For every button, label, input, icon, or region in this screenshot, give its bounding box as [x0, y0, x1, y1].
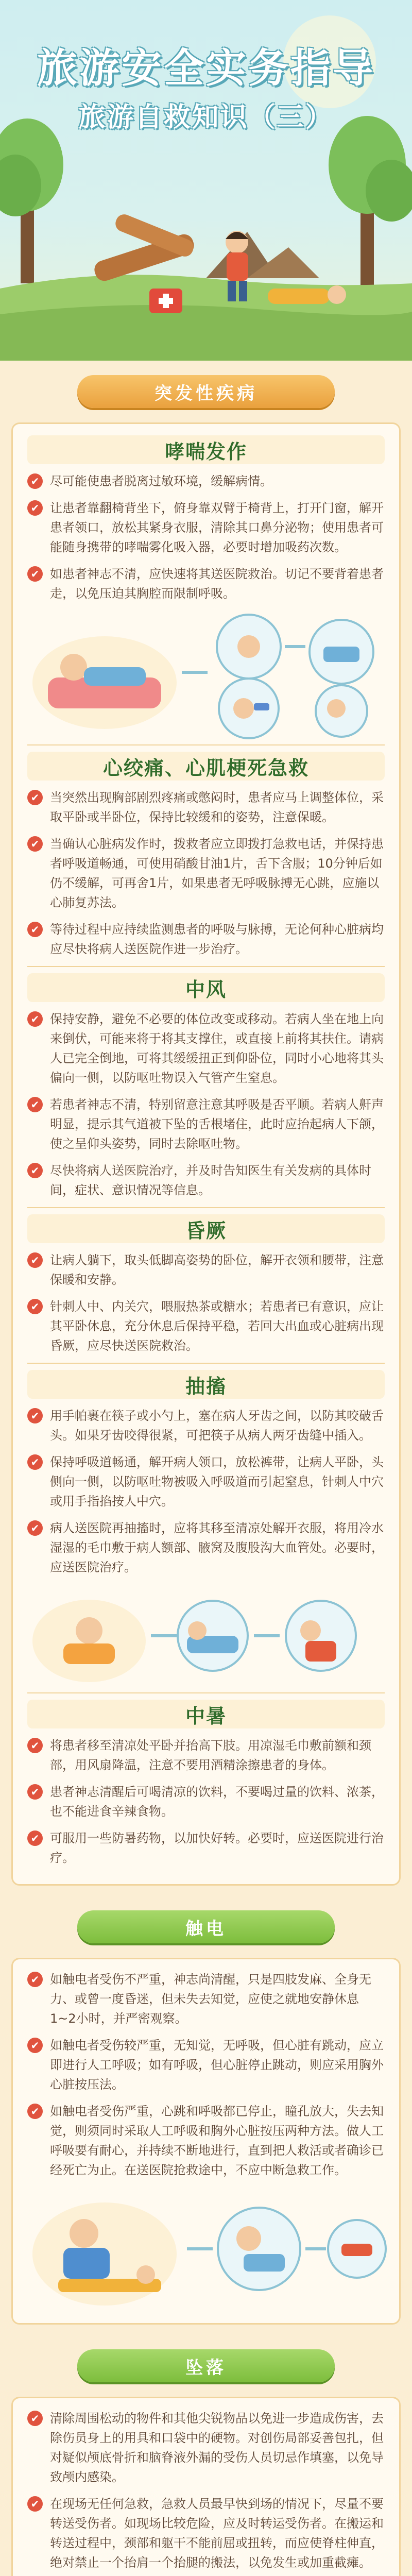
list-item-text: 当确认心脏病发作时，拨救者应立即拨打急救电话，并保持患者呼吸道畅通，可使用硝酸甘油1片，舌下含服；10分钟后如仍不缓解，可再舍1片，如果患者无呼吸脉搏无心跳，应施以心肺复苏法。	[50, 837, 384, 910]
list-item-text: 用手帕裹在筷子或小勺上，塞在病人牙齿之间，以防其咬破舌头。如果牙齿咬得很紧，可把筷子从病人两牙齿缝中插入。	[50, 1409, 384, 1443]
list-item	[27, 1828, 385, 1868]
card-acute	[11, 422, 401, 1886]
check-icon: ✔	[27, 2411, 43, 2426]
subsection-coma-header	[27, 1214, 385, 1243]
tree-icon	[0, 118, 63, 283]
list-item	[27, 471, 385, 491]
subsection-asthma-header	[27, 435, 385, 464]
section-banner-electric	[0, 1896, 412, 1958]
list-item	[27, 1452, 385, 1511]
divider	[27, 1692, 385, 1693]
check-icon: ✔	[27, 2038, 43, 2053]
card-fall	[11, 2397, 401, 2576]
list-item	[27, 1250, 385, 1290]
heatstroke-scene-icon	[27, 1584, 388, 1687]
list-item-text: 等待过程中应持续监测患者的呼吸与脉搏，无论何种心脏病均应尽快将病人送医院作进一步治疗。	[50, 922, 384, 956]
check-icon: ✔	[27, 1784, 43, 1800]
check-icon: ✔	[27, 790, 43, 805]
header-banner	[0, 0, 412, 361]
list-item	[27, 788, 385, 827]
list-item-text: 当突然出现胸部剧烈疼痛或憋闷时，患者应马上调整体位，采取平卧或半卧位，保持比较缓和的姿势，注意保暖。	[50, 790, 384, 824]
check-icon: ✔	[27, 1252, 43, 1268]
list-item	[27, 920, 385, 959]
page-subtitle: 旅游自救知识（三）	[78, 102, 334, 133]
list-item-text: 针刺人中、内关穴，喂服热茶或糖水；若患者已有意识，应让其平卧休息，充分休息后保持平稳，若回大出血或心脏病出现昏厥，应尽快送医院救治。	[50, 1299, 384, 1353]
list-item-text: 保持呼吸道畅通，解开病人领口，放松裤带，让病人平卧，头侧向一侧，以防呕吐物被吸入呼吸道而引起窒息，针刺人中穴或用手指掐按人中穴。	[50, 1455, 384, 1509]
list-item	[27, 2036, 385, 2094]
list-item	[27, 1406, 385, 1445]
subsection-title: 中风	[185, 978, 227, 1001]
list-item	[27, 1297, 385, 1355]
check-icon: ✔	[27, 473, 43, 489]
check-icon: ✔	[27, 1972, 43, 1987]
subsection-title: 哮喘发作	[164, 440, 247, 463]
subsection-title: 心绞痛、心肌梗死急救	[102, 756, 309, 779]
divider	[27, 1207, 385, 1208]
section-banner-fall	[0, 2335, 412, 2397]
electric-illustration	[27, 2187, 385, 2311]
list-item-text: 尽快将病人送医院治疗，并及时告知医生有关发病的具体时间，症状、意识情况等信息。	[50, 1163, 371, 1197]
card-electric	[11, 1958, 401, 2325]
list-item-text: 可服用一些防暑药物，以加快好转。必要时，应送医院进行治疗。	[50, 1831, 384, 1865]
subsection-title: 中暑	[185, 1704, 227, 1727]
list-item-text: 如触电者受伤不严重，神志尚清醒，只是四肢发麻、全身无力、或曾一度昏迷，但未失去知觉，应使之就地安静休息1~2小时，并严密观察。	[50, 1972, 371, 2026]
cpr-scene-icon	[27, 2187, 388, 2311]
list-item	[27, 2102, 385, 2180]
list-item	[27, 1970, 385, 2028]
divider	[27, 1363, 385, 1364]
check-icon: ✔	[27, 922, 43, 937]
check-icon: ✔	[27, 500, 43, 516]
asthma-scene-icon	[27, 611, 388, 739]
list-item	[27, 564, 385, 603]
check-icon: ✔	[27, 1831, 43, 1846]
section-title: 突发性疾病	[77, 375, 335, 408]
subsection-heat-header	[27, 1700, 385, 1728]
check-icon: ✔	[27, 1520, 43, 1536]
list-item-text: 如触电者受伤严重，心跳和呼吸都已停止，瞳孔放大，失去知觉，则须同时采取人工呼吸和胸外心脏按压两种方法。做人工呼吸要有耐心，并持续不断地进行，直到把人救活或者确诊已经死亡为止。在送医院抢救途中，不应中断急救工作。	[50, 2104, 384, 2177]
check-icon: ✔	[27, 1408, 43, 1423]
list-item	[27, 1009, 385, 1088]
check-icon: ✔	[27, 1011, 43, 1027]
list-item	[27, 1518, 385, 1577]
list-item-text: 尽可能使患者脱离过敏环境，缓解病情。	[50, 474, 272, 488]
check-icon: ✔	[27, 1163, 43, 1178]
section-banner-acute	[0, 361, 412, 422]
list-item	[27, 2409, 385, 2487]
first-aid-kit-icon	[149, 289, 182, 313]
check-icon: ✔	[27, 1097, 43, 1112]
list-item-text: 让患者靠翻椅背坐下，俯身靠双臂于椅背上，打开门窗，解开患者领口，放松其紧身衣服，清除其口鼻分泌物；使用患者可能随身携带的哮喘雾化吸入器，必要时增加吸药次数。	[50, 501, 384, 554]
check-icon: ✔	[27, 1299, 43, 1314]
list-item-text: 如患者神志不清，应快速将其送医院救治。切记不要背着患者走，以免压迫其胸腔而限制呼吸。	[50, 567, 384, 601]
heat-illustration	[27, 1584, 385, 1687]
list-item	[27, 1161, 385, 1200]
list-item-text: 清除周围松动的物件和其他尖锐物品以免进一步造成伤害，去除伤员身上的用具和口袋中的硬物。对创伤局部妥善包扎，但对疑似颅底骨折和脑脊液外漏的受伤人员切忌作填塞，以免导致颅内感染。	[50, 2411, 384, 2484]
check-icon: ✔	[27, 1454, 43, 1470]
subsection-title: 抽搐	[185, 1375, 227, 1398]
list-item-text: 让病人躺下，取头低脚高姿势的卧位，解开衣领和腰带，注意保暖和安静。	[50, 1253, 384, 1287]
list-item	[27, 498, 385, 557]
check-icon: ✔	[27, 1738, 43, 1753]
list-item-text: 若患者神志不清，特别留意注意其呼吸是否平顺。若病人鼾声明显，提示其气道被下坠的舌根堵住，此时应抬起病人下颌，使之呈仰头姿势，同时去除呕吐物。	[50, 1097, 384, 1151]
list-item-text: 在现场无任何急救，急救人员最早快到场的情况下，尽量不要转送受伤者。如现场比较危险，应及时转运受伤者。在搬运和转送过程中，颈部和躯干不能前屈或扭转，而应使脊柱伸直，绝对禁止一个抬肩一个抬腿的搬法，以免发生或加重截瘫。	[50, 2497, 384, 2570]
divider	[27, 744, 385, 745]
list-item-text: 保持安静，避免不必要的体位改变或移动。若病人坐在地上向来倒伏，可能来将于将其支撑住，或直接上前将其扶住。请病人已完全倒地，可将其缓缓扭正到仰卧位，同时小心地将其头偏向一侧，以防呕吐物误入气管产生窒息。	[50, 1012, 384, 1085]
check-icon: ✔	[27, 566, 43, 582]
list-item	[27, 1736, 385, 1775]
list-item	[27, 2494, 385, 2572]
list-item	[27, 1782, 385, 1821]
list-item	[27, 834, 385, 912]
check-icon: ✔	[27, 836, 43, 852]
subsection-stroke-header	[27, 973, 385, 1002]
list-item-text: 如触电者受伤较严重，无知觉，无呼吸，但心脏有跳动，应立即进行人工呼吸；如有呼吸，但心脏停止跳动，则应采用胸外心脏按压法。	[50, 2038, 384, 2092]
section-title: 触电	[77, 1910, 335, 1943]
subsection-seizure-header	[27, 1370, 385, 1399]
list-item-text: 将患者移至清凉处平卧并抬高下肢。用凉湿毛巾敷前额和颈部，用风扇降温，注意不要用酒精涂擦患者的身体。	[50, 1738, 371, 1772]
divider	[27, 966, 385, 967]
subsection-heart-header	[27, 752, 385, 781]
asthma-illustration	[27, 611, 385, 739]
list-item-text: 患者神志清醒后可喝清凉的饮料，不要喝过量的饮料、浓茶，也不能进食辛辣食物。	[50, 1785, 384, 1819]
check-icon: ✔	[27, 2104, 43, 2119]
section-title: 坠落	[77, 2349, 335, 2382]
page-title: 旅游安全实务指导	[37, 45, 375, 92]
list-item-text: 病人送医院再抽搐时，应将其移至清凉处解开衣服，将用冷水湿湿的毛巾敷于病人额部、腋窝及腹股沟大血管处。必要时，应送医院治疗。	[50, 1521, 384, 1574]
subsection-title: 昏厥	[185, 1219, 227, 1242]
list-item	[27, 1095, 385, 1154]
check-icon: ✔	[27, 2496, 43, 2512]
